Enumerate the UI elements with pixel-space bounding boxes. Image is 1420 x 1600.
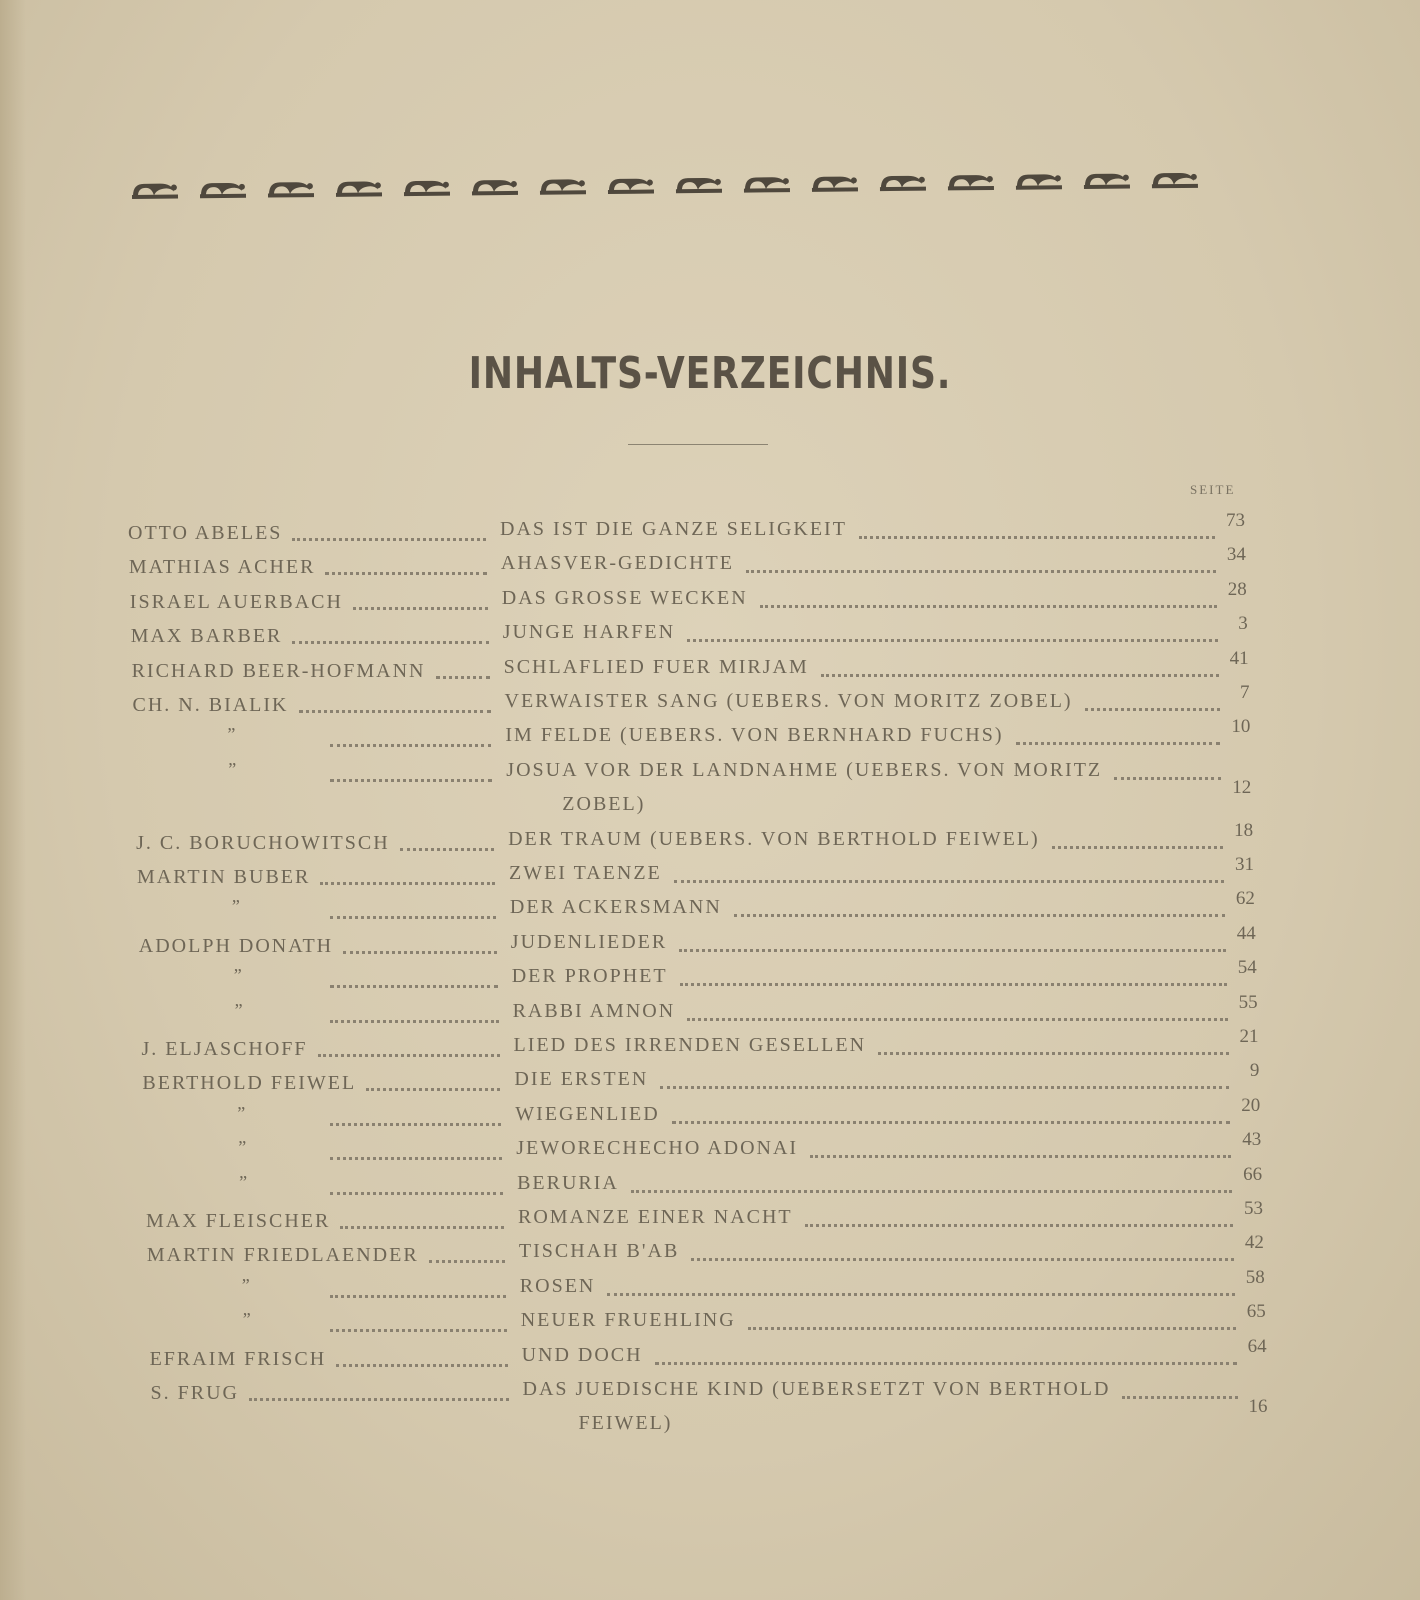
toc-page-number: 28 — [1227, 578, 1247, 600]
toc-work-title: DER PROPHET — [511, 965, 668, 988]
toc-page-number: 58 — [1245, 1266, 1265, 1288]
toc-work-title: JEWORECHECHO ADONAI — [516, 1137, 799, 1160]
dot-leader — [1122, 1396, 1237, 1399]
dot-leader — [734, 914, 1225, 917]
toc-page-number: 31 — [1235, 854, 1254, 875]
toc-entry — [0, 714, 1420, 758]
toc-work-title: BERURIA — [517, 1171, 619, 1194]
dot-leader — [674, 880, 1224, 883]
toc-author-ditto: „ — [228, 748, 239, 769]
toc-page-number: 20 — [1241, 1094, 1261, 1116]
dot-leader — [330, 1020, 499, 1023]
toc-work-title: DAS IST DIE GANZE SELIGKEIT — [500, 518, 847, 540]
toc-author: MAX FLEISCHER — [146, 1210, 331, 1232]
toc-author: MAX BARBER — [130, 625, 283, 648]
toc-author-ditto: „ — [238, 1127, 249, 1148]
dot-leader — [436, 676, 490, 679]
toc-work-title: DAS GROSSE WECKEN — [501, 586, 748, 609]
toc-entry — [0, 1299, 1420, 1343]
dot-leader — [660, 1086, 1229, 1089]
toc-author: J. ELJASCHOFF — [141, 1038, 308, 1060]
toc-work-title: TISCHAH B'AB — [518, 1240, 680, 1263]
toc-work-title: WIEGENLIED — [515, 1102, 660, 1125]
toc-author: EFRAIM FRISCH — [149, 1347, 327, 1370]
dot-leader — [400, 848, 494, 851]
toc-page-number: 66 — [1243, 1163, 1263, 1185]
toc-page-number: 41 — [1229, 647, 1249, 669]
dot-leader — [353, 607, 488, 610]
toc-entry — [0, 1378, 1420, 1417]
toc-author: MARTIN BUBER — [137, 866, 311, 888]
dot-leader — [805, 1224, 1233, 1227]
toc-work-title: SCHLAFLIED FUER MIRJAM — [503, 655, 809, 678]
toc-author-ditto: „ — [234, 989, 245, 1010]
toc-work-title: LIED DES IRRENDEN GESELLEN — [513, 1034, 867, 1056]
dot-leader — [343, 951, 497, 954]
toc-entry — [0, 1060, 1420, 1102]
dot-leader — [687, 1018, 1227, 1021]
toc-author: J. C. BORUCHOWITSCH — [136, 831, 390, 854]
toc-author: CH. N. BIALIK — [132, 694, 289, 716]
dot-leader — [320, 882, 495, 885]
dot-leader — [1085, 708, 1220, 711]
toc-page-number: 16 — [1248, 1396, 1268, 1417]
toc-work-title: ROSEN — [519, 1274, 596, 1297]
toc-author-ditto: „ — [233, 955, 244, 976]
toc-work-title: DAS JUEDISCHE KIND (UEBERSETZT VON BERTHOLD — [522, 1378, 1111, 1400]
toc-author-ditto: „ — [242, 1299, 253, 1320]
dot-leader — [821, 674, 1219, 677]
toc-page-number: 62 — [1235, 888, 1255, 910]
dot-leader — [748, 1327, 1236, 1330]
toc-work-title: AHASVER-GEDICHTE — [500, 552, 734, 575]
dot-leader — [429, 1260, 505, 1263]
dot-leader — [631, 1190, 1232, 1193]
toc-entry — [0, 1335, 1420, 1378]
toc-author-ditto: „ — [231, 886, 242, 907]
toc-work-title: ZWEI TAENZE — [509, 862, 662, 884]
toc-page-number: 21 — [1239, 1026, 1259, 1047]
toc-entry — [0, 1026, 1420, 1068]
dot-leader — [330, 1192, 503, 1195]
toc-page-number: 44 — [1236, 922, 1256, 944]
toc-author: MARTIN FRIEDLAENDER — [146, 1244, 419, 1267]
dot-leader — [292, 538, 486, 541]
toc-work-title-continued: ZOBEL) — [562, 793, 646, 816]
toc-work-title-continued: FEIWEL) — [578, 1412, 673, 1435]
dot-leader — [691, 1258, 1234, 1261]
dot-leader — [330, 985, 498, 988]
toc-author: S. FRUG — [150, 1382, 239, 1404]
toc-entry — [0, 748, 1420, 798]
toc-work-title: UND DOCH — [521, 1343, 643, 1366]
toc-author-ditto: „ — [241, 1264, 252, 1285]
toc-entry — [0, 1161, 1420, 1206]
toc-work-title: VERWAISTER SANG (UEBERS. VON MORITZ ZOBEL) — [504, 690, 1073, 712]
toc-author: ISRAEL AUERBACH — [129, 590, 343, 613]
toc-page-number: 10 — [1231, 716, 1251, 738]
toc-page-number: 18 — [1234, 819, 1254, 841]
toc-page-number: 3 — [1238, 613, 1248, 635]
dot-leader — [687, 639, 1218, 642]
toc-page-number: 9 — [1249, 1060, 1260, 1082]
dot-leader — [859, 536, 1215, 539]
toc-entry — [0, 1092, 1420, 1137]
dot-leader — [318, 1054, 500, 1057]
dot-leader — [330, 1123, 501, 1126]
toc-work-title: JUDENLIEDER — [510, 930, 668, 953]
toc-entry — [0, 1264, 1420, 1309]
dot-leader — [810, 1155, 1231, 1158]
toc-author: MATHIAS ACHER — [128, 556, 316, 579]
toc-entry — [0, 989, 1420, 1034]
dot-leader — [680, 983, 1227, 986]
toc-work-title: NEUER FRUEHLING — [520, 1309, 736, 1332]
dot-leader — [330, 916, 496, 919]
toc-page-number: 64 — [1247, 1335, 1267, 1357]
toc-author: ADOLPH DONATH — [138, 934, 334, 957]
toc-entry-continuation — [0, 1412, 1420, 1446]
toc-author: BERTHOLD FEIWEL — [142, 1072, 357, 1095]
toc-page-number: 54 — [1237, 957, 1257, 979]
dot-leader — [330, 1295, 506, 1298]
dot-leader — [655, 1362, 1237, 1365]
dot-leader — [672, 1121, 1231, 1124]
toc-page-number: 34 — [1226, 544, 1246, 566]
dot-leader — [330, 779, 492, 782]
toc-author-ditto: „ — [237, 1092, 248, 1113]
toc-page-number: 55 — [1238, 991, 1258, 1013]
page-title: INHALTS-VERZEICHNIS. — [468, 348, 952, 399]
dot-leader — [878, 1052, 1228, 1055]
dot-leader — [1016, 742, 1221, 745]
toc-author: OTTO ABELES — [128, 522, 283, 544]
dot-leader — [330, 1329, 507, 1332]
toc-page-number: 7 — [1240, 682, 1250, 703]
toc-page-number: 65 — [1246, 1301, 1266, 1323]
dot-leader — [330, 1157, 502, 1160]
toc-page-number: 43 — [1242, 1129, 1262, 1151]
dot-leader — [249, 1398, 509, 1401]
dot-leader — [366, 1088, 500, 1091]
toc-work-title: JOSUA VOR DER LANDNAHME (UEBERS. VON MORITZ — [506, 758, 1103, 781]
dot-leader — [325, 572, 486, 575]
toc-page-number: 73 — [1226, 510, 1245, 531]
toc-work-title: IM FELDE (UEBERS. VON BERNHARD FUCHS) — [505, 724, 1004, 747]
toc-author-ditto: „ — [227, 714, 238, 735]
toc-author-ditto: „ — [239, 1161, 250, 1182]
toc-work-title: DER ACKERSMANN — [509, 896, 722, 919]
toc-work-title: JUNGE HARFEN — [502, 621, 676, 644]
toc-entry — [0, 1232, 1420, 1274]
toc-work-title: DER TRAUM (UEBERS. VON BERTHOLD FEIWEL) — [508, 827, 1040, 850]
toc-page-number: 42 — [1244, 1232, 1264, 1254]
dot-leader — [292, 641, 488, 644]
dot-leader — [340, 1226, 504, 1229]
dot-leader — [299, 710, 491, 713]
dot-leader — [336, 1364, 507, 1367]
dot-leader — [1114, 777, 1221, 780]
dot-leader — [679, 949, 1226, 952]
dot-leader — [1052, 846, 1223, 849]
dot-leader — [607, 1293, 1234, 1296]
toc-work-title: RABBI AMNON — [512, 999, 676, 1022]
dot-leader — [330, 744, 491, 747]
toc-page-number: 53 — [1244, 1198, 1263, 1219]
toc-work-title: DIE ERSTEN — [514, 1068, 649, 1091]
toc-work-title: ROMANZE EINER NACHT — [518, 1206, 793, 1228]
toc-author: RICHARD BEER-HOFMANN — [131, 659, 426, 682]
page-column-label: SEITE — [1190, 482, 1236, 497]
toc-page-number: 12 — [1232, 776, 1252, 798]
toc-entry — [0, 1198, 1420, 1240]
dot-leader — [760, 605, 1217, 608]
dot-leader — [746, 570, 1216, 573]
toc-entry — [0, 1127, 1420, 1171]
